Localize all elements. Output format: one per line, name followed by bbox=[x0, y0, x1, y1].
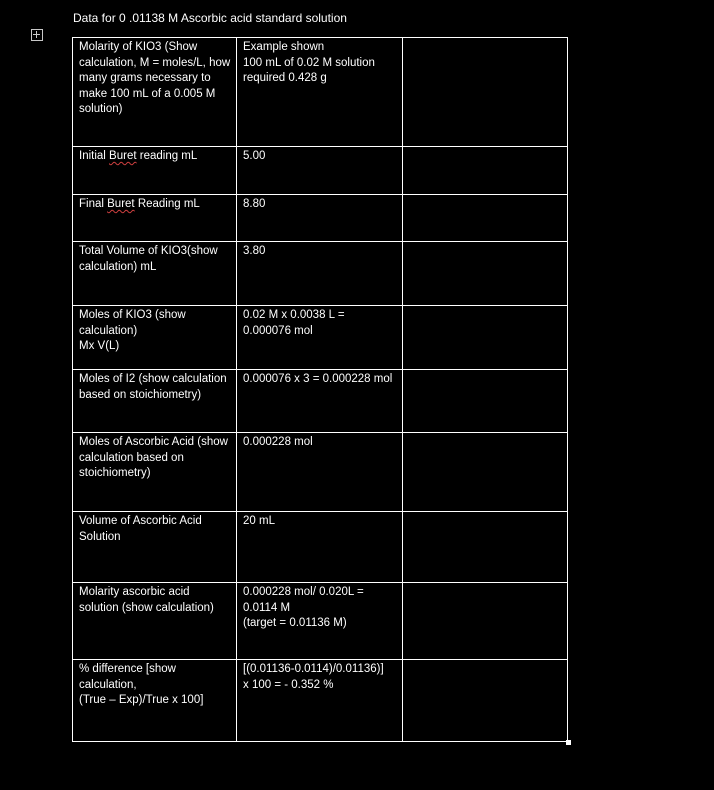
row-label-cell[interactable] bbox=[73, 370, 237, 433]
row-label-cell[interactable] bbox=[73, 512, 237, 583]
row-label: Volume of Ascorbic Acid Solution bbox=[79, 515, 202, 543]
table-row bbox=[73, 433, 568, 512]
row-value: 0.000076 x 3 = 0.000228 mol bbox=[243, 373, 393, 385]
row-value-cell[interactable] bbox=[237, 660, 403, 742]
row-empty-cell[interactable] bbox=[403, 195, 568, 242]
row-empty-cell[interactable] bbox=[403, 147, 568, 195]
row-value-cell[interactable] bbox=[237, 370, 403, 433]
row-value-cell[interactable] bbox=[237, 38, 403, 147]
row-label-post: reading mL bbox=[136, 150, 198, 162]
table-row bbox=[73, 660, 568, 742]
row-label-cell[interactable] bbox=[73, 660, 237, 742]
table-row bbox=[73, 38, 568, 147]
row-empty-cell[interactable] bbox=[403, 306, 568, 370]
row-label: Moles of KIO3 (show calculation) Mx V(L) bbox=[79, 309, 186, 352]
row-label-cell[interactable] bbox=[73, 583, 237, 660]
table-row bbox=[73, 370, 568, 433]
row-value: 3.80 bbox=[243, 245, 266, 257]
row-label-cell[interactable] bbox=[73, 433, 237, 512]
row-value-cell[interactable] bbox=[237, 242, 403, 306]
row-value: 0.02 M x 0.0038 L = 0.000076 mol bbox=[243, 309, 345, 337]
row-empty-cell[interactable] bbox=[403, 512, 568, 583]
row-value-cell[interactable] bbox=[237, 512, 403, 583]
row-label-pre: Final bbox=[79, 198, 108, 210]
row-label-cell[interactable] bbox=[73, 195, 237, 242]
row-value: 0.000228 mol bbox=[243, 436, 313, 448]
row-value: 0.000228 mol/ 0.020L = 0.0114 M (target = 0.01136 M) bbox=[243, 586, 364, 629]
row-label: Total Volume of KIO3(show calculation) mL bbox=[79, 245, 218, 273]
document-title: Data for 0 .01138 M Ascorbic acid standard solution bbox=[73, 11, 347, 25]
row-label: Moles of I2 (show calculation based on stoichiometry) bbox=[79, 373, 227, 401]
row-label-cell[interactable] bbox=[73, 242, 237, 306]
move-cross-icon[interactable] bbox=[31, 29, 43, 41]
row-label-pre: Initial bbox=[79, 150, 110, 162]
table-row bbox=[73, 306, 568, 370]
table-row bbox=[73, 512, 568, 583]
row-value: Example shown 100 mL of 0.02 M solution required 0.428 g bbox=[243, 41, 375, 84]
row-empty-cell[interactable] bbox=[403, 433, 568, 512]
row-value-cell[interactable] bbox=[237, 583, 403, 660]
row-empty-cell[interactable] bbox=[403, 370, 568, 433]
row-label-cell[interactable] bbox=[73, 38, 237, 147]
row-empty-cell[interactable] bbox=[403, 38, 568, 147]
row-label-cell[interactable] bbox=[73, 147, 237, 195]
row-label: Molarity of KIO3 (Show calculation, M = moles/L, how many grams necessary to make 100 mL of a 0.005 M solution) bbox=[79, 41, 231, 115]
data-table bbox=[72, 37, 568, 742]
table-row bbox=[73, 147, 568, 195]
resize-square-icon[interactable] bbox=[566, 740, 571, 745]
row-value: 5.00 bbox=[243, 150, 266, 162]
row-value-cell[interactable] bbox=[237, 306, 403, 370]
table-row bbox=[73, 195, 568, 242]
row-label: Molarity ascorbic acid solution (show calculation) bbox=[79, 586, 214, 614]
row-label-cell[interactable] bbox=[73, 306, 237, 370]
row-value-cell[interactable] bbox=[237, 195, 403, 242]
row-empty-cell[interactable] bbox=[403, 660, 568, 742]
row-label: Moles of Ascorbic Acid (show calculation based on stoichiometry) bbox=[79, 436, 228, 479]
row-value: [(0.01136-0.0114)/0.01136)] x 100 = - 0.352 % bbox=[243, 663, 384, 691]
table-row bbox=[73, 242, 568, 306]
spellcheck-flagged-word[interactable]: Buret bbox=[107, 198, 135, 210]
row-label: % difference [show calculation, (True – Exp)/True x 100] bbox=[79, 663, 204, 706]
row-value-cell[interactable] bbox=[237, 147, 403, 195]
row-empty-cell[interactable] bbox=[403, 583, 568, 660]
row-value-cell[interactable] bbox=[237, 433, 403, 512]
table-row bbox=[73, 583, 568, 660]
row-value: 8.80 bbox=[243, 198, 266, 210]
row-label-post: Reading mL bbox=[134, 198, 200, 210]
row-empty-cell[interactable] bbox=[403, 242, 568, 306]
spellcheck-flagged-word[interactable]: Buret bbox=[109, 150, 137, 162]
row-value: 20 mL bbox=[243, 515, 275, 527]
